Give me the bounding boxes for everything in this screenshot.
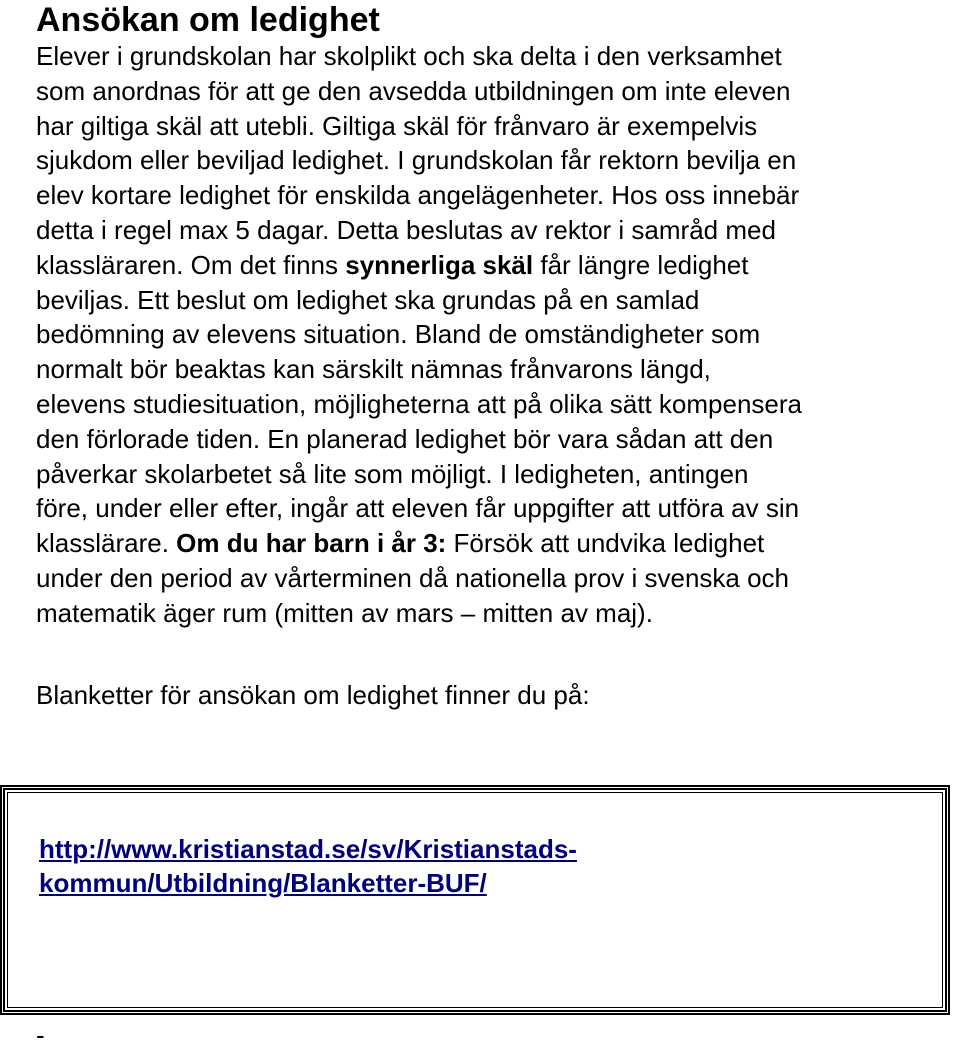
paragraph-line: [36, 178, 956, 213]
paragraph-line: [36, 248, 956, 283]
paragraph-text: Elever i grundskolan har skolplikt och ska delta i den verksamhet: [36, 41, 782, 71]
emphasis-text: synnerliga skäl: [345, 249, 534, 280]
paragraph-line: [36, 213, 956, 248]
link-box: [0, 785, 950, 1015]
forms-link[interactable]: [39, 832, 577, 900]
paragraph-line: [36, 317, 956, 352]
paragraph-line: [36, 457, 956, 492]
forms-intro-text: Blanketter för ansökan om ledighet finner du på:: [36, 680, 590, 710]
paragraph-text: elev kortare ledighet för enskilda angelägenheter. Hos oss innebär: [36, 180, 800, 211]
leave-policy-paragraph: [36, 39, 956, 631]
emphasis-text: Om du har barn i år 3:: [176, 528, 447, 559]
paragraph-text: normalt bör beaktas kan särskilt nämnas frånvarons längd,: [36, 354, 711, 385]
paragraph-text: som anordnas för att ge den avsedda utbildningen om inte eleven: [36, 75, 791, 106]
forms-link-line-2[interactable]: kommun/Utbildning/Blanketter-BUF/: [39, 868, 487, 898]
paragraph-text: elevens studiesituation, möjligheterna att på olika sätt kompensera: [36, 388, 802, 419]
paragraph-text: bedömning av elevens situation. Bland de omständigheter som: [36, 319, 761, 350]
paragraph-line: [36, 596, 956, 631]
paragraph-text: klasslärare.: [36, 528, 177, 559]
paragraph-line: [36, 561, 956, 596]
paragraph-text: sjukdom eller beviljad ledighet. I grundskolan får rektorn bevilja en: [36, 145, 797, 176]
paragraph-text: Försök att undvika ledighet: [446, 528, 765, 559]
paragraph-line: [36, 109, 956, 144]
paragraph-line: [36, 352, 956, 387]
paragraph-line: [36, 283, 956, 318]
paragraph-text: den förlorade tiden. En planerad ledighet bör vara sådan att den: [36, 423, 774, 454]
paragraph-line: [36, 422, 956, 457]
paragraph-text: påverkar skolarbetet så lite som möjligt. I ledigheten, antingen: [36, 458, 749, 489]
document-page: [36, 0, 956, 631]
paragraph-text: under den period av vårterminen då nationella prov i svenska och: [36, 562, 790, 593]
link-box-inner-border: [7, 792, 943, 1008]
paragraph-text: beviljas. Ett beslut om ledighet ska grundas på en samlad: [36, 284, 700, 315]
paragraph-line: [36, 387, 956, 422]
paragraph-line: [36, 143, 956, 178]
paragraph-text: före, under eller efter, ingår att eleven får uppgifter att utföra av sin: [36, 493, 800, 524]
paragraph-line: [36, 491, 956, 526]
footer-dash: -: [36, 1020, 45, 1050]
paragraph-text: detta i regel max 5 dagar. Detta beslutas av rektor i samråd med: [36, 214, 776, 245]
paragraph-text: klassläraren. Om det finns: [36, 249, 346, 280]
paragraph-line: [36, 526, 956, 561]
paragraph-line: [36, 39, 956, 74]
forms-link-line-1[interactable]: http://www.kristianstad.se/sv/Kristianstads-: [39, 834, 577, 864]
paragraph-line: [36, 74, 956, 109]
paragraph-text: får längre ledighet: [533, 249, 749, 280]
paragraph-text: matematik äger rum (mitten av mars – mitten av maj).: [36, 597, 653, 628]
paragraph-text: har giltiga skäl att utebli. Giltiga skäl för frånvaro är exempelvis: [36, 110, 758, 141]
page-title: Ansökan om ledighet: [36, 1, 380, 39]
